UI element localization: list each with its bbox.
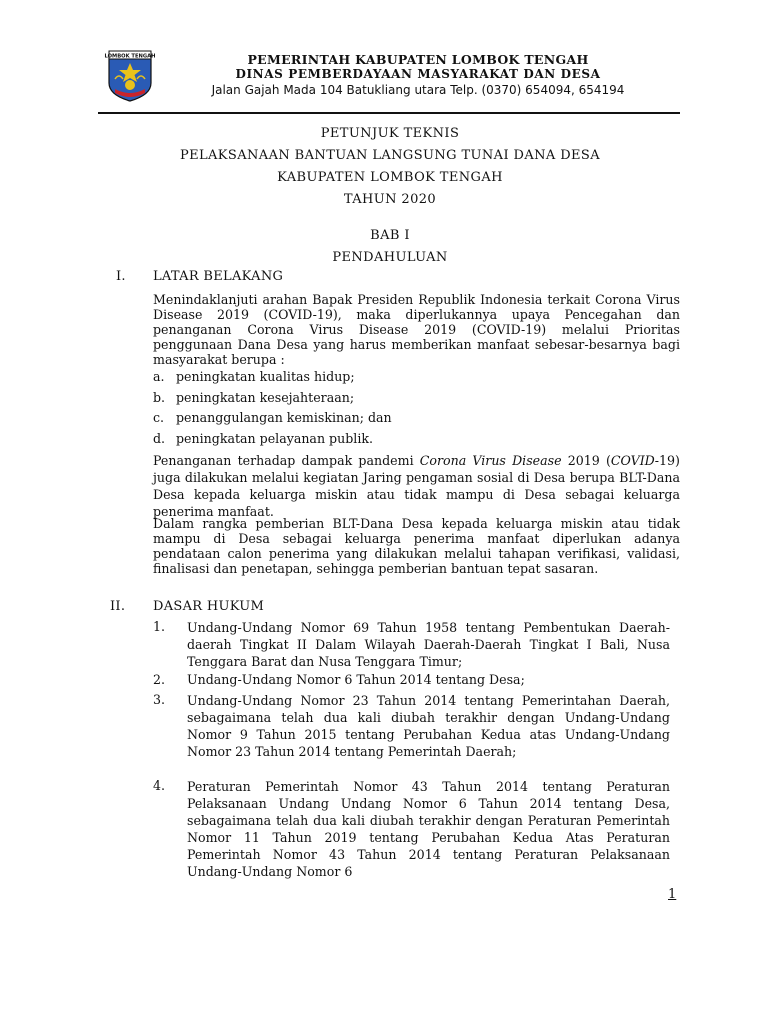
section-1-paragraph-1: Menindaklanjuti arahan Bapak Presiden Republik Indonesia terkait Corona Virus Disease 2019 (COVID-19), maka diperlukannya upaya Pencegahan dan penanganan Corona Virus Disease 2019 (COVID-19) melalui Prioritas penggunaan Dana Desa yang harus memberikan manfaat sebesar-besarnya bagi masyarakat berupa : <box>153 292 680 367</box>
title-line-2: PELAKSANAAN BANTUAN LANGSUNG TUNAI DANA DESA <box>179 148 601 163</box>
list-item-a: peningkatan kualitas hidup; <box>176 369 355 384</box>
title-line-3: KABUPATEN LOMBOK TENGAH <box>277 170 503 185</box>
list-marker-b: b. <box>153 390 166 405</box>
title-line-4: TAHUN 2020 <box>343 192 437 207</box>
list-item-d: peningkatan pelayanan publik. <box>176 431 373 446</box>
document-title-block <box>100 123 680 211</box>
para2-italic-term-2: COVID <box>610 453 655 468</box>
chapter-name: PENDAHULUAN <box>332 250 448 265</box>
section-2-numeral: II. <box>110 599 126 614</box>
list-item-c: penanggulangan kemiskinan; dan <box>176 410 392 425</box>
legal-basis-item-1: Undang-Undang Nomor 69 Tahun 1958 tentang Pembentukan Daerah-daerah Tingkat II Dalam Wilayah Daerah-Daerah Tingkat I Bali, Nusa Tenggara Barat dan Nusa Tenggara Timur; <box>187 620 670 669</box>
list-marker-c: c. <box>153 410 165 425</box>
legal-basis-marker-2: 2. <box>153 672 166 687</box>
legal-basis-marker-4: 4. <box>153 778 166 793</box>
letterhead-address: Jalan Gajah Mada 104 Batukliang utara Telp. (0370) 654094, 654194 <box>211 83 625 97</box>
legal-basis-marker-1: 1. <box>153 619 166 634</box>
letterhead-block <box>168 52 668 99</box>
section-1-numeral: I. <box>116 269 126 284</box>
section-1-paragraph-3: Dalam rangka pemberian BLT-Dana Desa kepada keluarga miskin atau tidak mampu di Desa sebagai keluarga penerima manfaat diperlukan adanya pendataan calon penerima yang dilakukan melalui tahapan verifikasi, validasi, finalisasi dan penetapan, sehingga pemberian bantuan tepat sasaran. <box>153 516 680 576</box>
section-1-heading: LATAR BELAKANG <box>153 269 284 284</box>
title-line-1: PETUNJUK TEKNIS <box>320 126 460 141</box>
para2-text-1: Penanganan terhadap dampak pandemi <box>153 453 420 468</box>
para2-text-3: -19) juga dilakukan melalui kegiatan Jaring pengaman sosial di Desa berupa BLT-Dana Desa kepada keluarga miskin atau tidak mampu di Desa sebagai keluarga penerima manfaat. <box>153 453 680 519</box>
list-item-b: peningkatan kesejahteraan; <box>176 390 355 405</box>
chapter-heading <box>100 225 680 269</box>
letterhead-agency: DINAS PEMBERDAYAAN MASYARAKAT DAN DESA <box>235 67 601 81</box>
page-number: 1 <box>668 887 677 902</box>
legal-basis-item-4: Peraturan Pemerintah Nomor 43 Tahun 2014 tentang Peraturan Pelaksanaan Undang Undang Nomor 6 Tahun 2014 tentang Desa, sebagaimana telah dua kali diubah terakhir dengan Peraturan Pemerintah Nomor 11 Tahun 2019 tentang Perubahan Kedua Atas Peraturan Pemerintah Nomor 43 Tahun 2014 tentang Peraturan Pelaksanaan Undang-Undang Nomor 6 <box>187 779 670 879</box>
legal-basis-marker-3: 3. <box>153 692 166 707</box>
list-marker-a: a. <box>153 369 165 384</box>
para2-text-2: 2019 ( <box>561 453 611 468</box>
para2-italic-term-1: Corona Virus Disease <box>419 453 562 468</box>
section-1-paragraph-2 <box>153 452 680 520</box>
list-marker-d: d. <box>153 431 166 446</box>
lombok-tengah-emblem-logo <box>103 49 157 103</box>
legal-basis-item-2: Undang-Undang Nomor 6 Tahun 2014 tentang Desa; <box>187 672 525 687</box>
section-2-heading: DASAR HUKUM <box>153 599 265 614</box>
legal-basis-item-3: Undang-Undang Nomor 23 Tahun 2014 tentang Pemerintahan Daerah, sebagaimana telah dua kali diubah terakhir dengan Undang-Undang Nomor 9 Tahun 2015 tentang Perubahan Kedua atas Undang-Undang Nomor 23 Tahun 2014 tentang Pemerintah Daerah; <box>187 693 670 759</box>
chapter-number: BAB I <box>370 228 410 243</box>
logo-label: LOMBOK TENGAH <box>104 53 156 60</box>
letterhead-divider <box>98 112 680 114</box>
letterhead-government: PEMERINTAH KABUPATEN LOMBOK TENGAH <box>247 52 589 67</box>
